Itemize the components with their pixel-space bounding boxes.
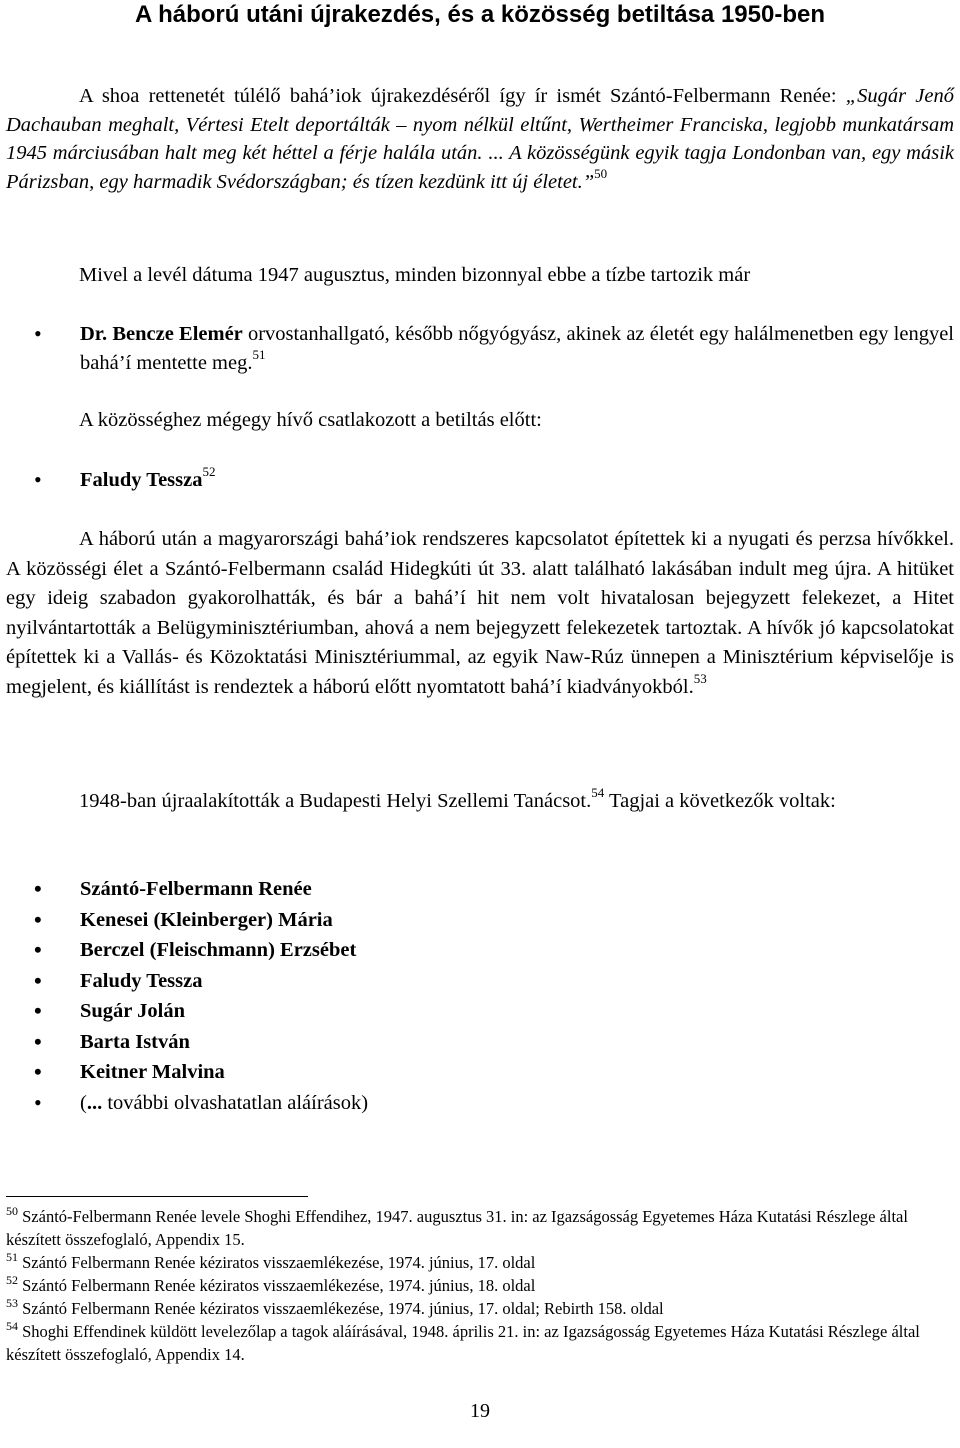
- page-title: A háború utáni újrakezdés, és a közösség betiltása 1950-ben: [134, 1, 825, 28]
- list-item: [6, 466, 954, 495]
- paragraph-community-life: [6, 525, 954, 702]
- list-item: • Barta István: [6, 1027, 954, 1058]
- list-item: [6, 320, 954, 377]
- footnote-ref-52[interactable]: 52: [202, 464, 216, 480]
- unreadable-signatures: további olvashatatlan aláírások): [102, 1091, 369, 1114]
- list-item: • Berczel (Fleischmann) Erzsébet: [6, 935, 954, 966]
- list-item: • Keitner Malvina: [6, 1057, 954, 1088]
- paren-open: (: [80, 1091, 87, 1114]
- footnote-separator: [6, 1196, 308, 1197]
- intro-text: A shoa rettenetét túlélő bahá’iok újrakezdéséről így ír ismét Szántó-Felbermann Renée:: [79, 85, 846, 107]
- paragraph-intro-quote: [6, 82, 954, 196]
- footnote-text: Szántó-Felbermann Renée levele Shoghi Effendihez, 1947. augusztus 31. in: az Igazságosság Egyetemes Háza Kutatási Részlege által készített összefoglaló, Appendix 15.: [6, 1207, 908, 1249]
- footnote-ref-51[interactable]: 51: [252, 346, 266, 362]
- footnote-52: [6, 1274, 954, 1297]
- footnotes: [6, 1205, 954, 1366]
- footnote-54: [6, 1320, 954, 1366]
- footnote-ref-50[interactable]: 50: [594, 165, 608, 181]
- person-name: Dr. Bencze Elemér: [80, 323, 243, 345]
- paragraph-letter-date: Mivel a levél dátuma 1947 augusztus, minden bizonnyal ebbe a tízbe tartozik már: [79, 264, 751, 286]
- footnote-number: 52: [6, 1272, 18, 1287]
- bullet-list-faludy: [6, 466, 954, 495]
- council-members-list: [6, 874, 954, 1118]
- footnote-text: Szántó Felbermann Renée kéziratos visszaemlékezése, 1974. június, 18. oldal: [22, 1276, 536, 1295]
- person-name: Faludy Tessza: [80, 469, 203, 491]
- community-life-text: A háború után a magyarországi bahá’iok rendszeres kapcsolatot építettek ki a nyugati és perzsa hívőkkel. A közösségi élet a Szántó-Felbermann család Hidegkúti út 33. alatt található lakásában indult meg újra. A hitüket egy ideig szabadon gyakorolhatták, és bár a bahá’í hit nem volt hivatalosan bejegyzett felekezet, a Hitet nyilvántartották a Belügyminisztériumban, ahová a nem bejegyzett felekezetek tartoztak. A hívők jó kapcsolatokat építettek ki a Vallás- és Közoktatási Minisztériummal, az egyik Naw-Rúz ünnepen a Minisztérium képviselője is megjelent, és kiállítást is rendeztek a háború előtt nyomtatott bahá’í kiadványokból.: [6, 528, 954, 698]
- footnote-number: 50: [6, 1203, 18, 1218]
- footnote-53: [6, 1297, 954, 1320]
- ellipsis: ...: [86, 1091, 103, 1114]
- footnote-ref-54[interactable]: 54: [591, 785, 605, 801]
- person-description: orvostanhallgató, később nőgyógyász, akinek az életét egy halálmenetben egy lengyel bahá’í mentette meg.: [80, 323, 954, 374]
- page-number: 19: [470, 1400, 490, 1422]
- list-item: • Szántó-Felbermann Renée: [6, 874, 954, 905]
- list-item: • Kenesei (Kleinberger) Mária: [6, 905, 954, 936]
- council-text-a: 1948-ban újraalakították a Budapesti Helyi Szellemi Tanácsot.: [79, 790, 592, 812]
- list-item: • Sugár Jolán: [6, 996, 954, 1027]
- footnote-text: Szántó Felbermann Renée kéziratos visszaemlékezése, 1974. június, 17. oldal: [22, 1253, 536, 1272]
- list-item: • Faludy Tessza: [6, 966, 954, 997]
- footnote-51: [6, 1251, 954, 1274]
- quote-text: „Sugár Jenő Dachauban meghalt, Vértesi Etelt deportálták – nyom nélkül eltűnt, Wertheimer Franciska, legjobb munkatársam 1945 márciusában halt meg két héttel a férje halála után. ... A közösségünk egyik tagja Londonban van, egy másik Párizsban, egy harmadik Svédországban; és tízen kezdünk itt új életet.”: [6, 85, 955, 193]
- footnote-number: 54: [6, 1318, 18, 1333]
- bullet-list-bencze: [6, 320, 954, 377]
- paragraph-council: [6, 786, 954, 816]
- footnote-text: Szántó Felbermann Renée kéziratos visszaemlékezése, 1974. június, 17. oldal; Rebirth 158. oldal: [22, 1299, 664, 1318]
- footnote-text: Shoghi Effendinek küldött levelezőlap a tagok aláírásával, 1948. április 21. in: az Igazságosság Egyetemes Háza Kutatási Részlege által készített összefoglaló, Appendix 14.: [6, 1322, 920, 1364]
- list-item: [6, 1088, 954, 1119]
- footnote-number: 51: [6, 1249, 18, 1264]
- footnote-ref-53[interactable]: 53: [693, 670, 707, 686]
- footnote-number: 53: [6, 1295, 18, 1310]
- council-text-b: Tagjai a következők voltak:: [604, 790, 836, 812]
- footnote-50: [6, 1205, 954, 1251]
- paragraph-new-member: A közösséghez mégegy hívő csatlakozott a betiltás előtt:: [79, 409, 542, 431]
